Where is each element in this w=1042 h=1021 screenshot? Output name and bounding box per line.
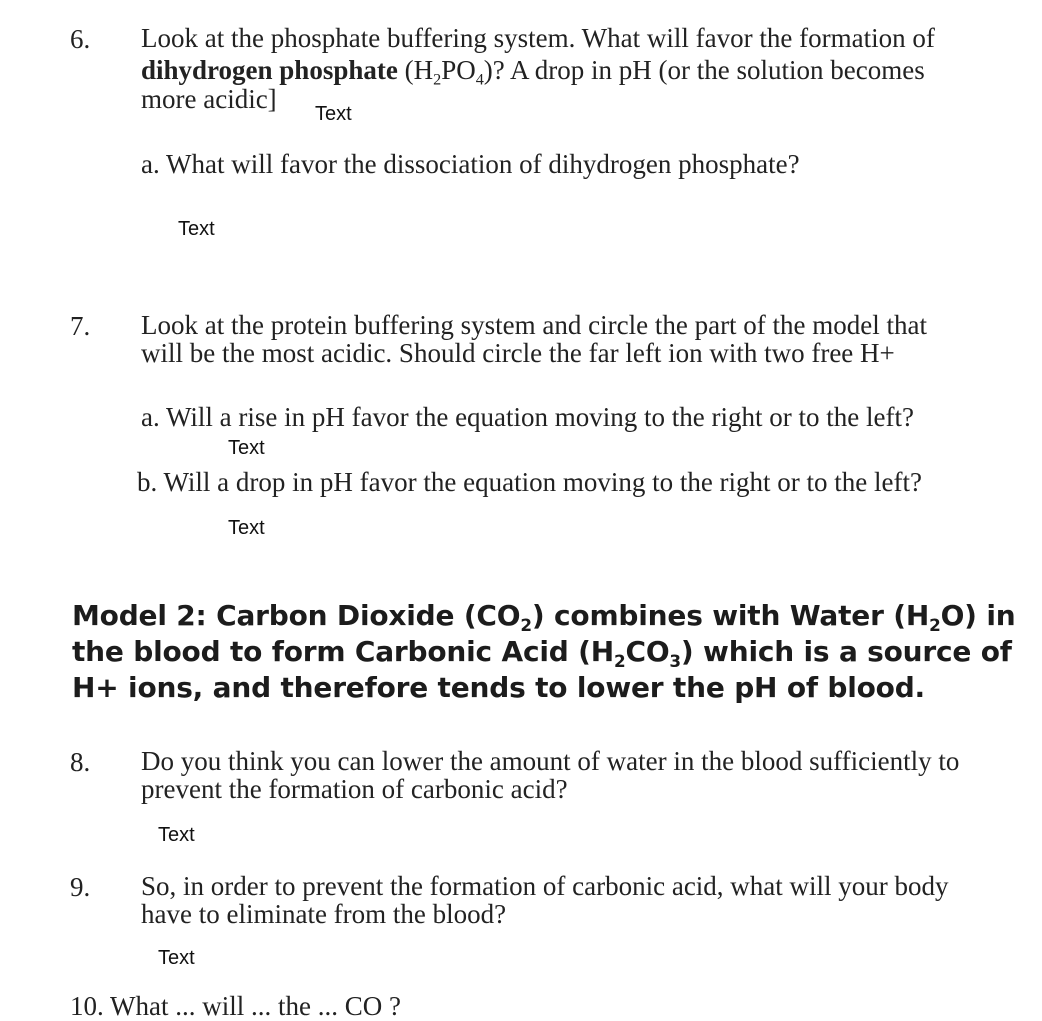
answer-textbox-6a[interactable]: Text [178, 218, 215, 240]
question-7a: a. Will a rise in pH favor the equation moving to the right or to the left? [141, 402, 914, 432]
model-2-heading-line-1: Model 2: Carbon Dioxide $(CO_2)$ combines with Water $(H_2O)$ in [72, 599, 1016, 635]
answer-textbox-6[interactable]: Text [315, 103, 352, 125]
question-7-line-2: will be the most acidic. Should circle the far left ion with two free H+ [141, 338, 895, 368]
question-7b: b. Will a drop in pH favor the equation moving to the right or to the left? [137, 467, 922, 497]
question-8-number: 8. [70, 747, 91, 777]
question-7-line-1: Look at the protein buffering system and circle the part of the model that [141, 310, 928, 340]
question-9-line-2: have to eliminate from the blood? [141, 899, 507, 929]
model-2-heading-line-2: the blood to form Carbonic Acid $(H_2CO_3)$ which is a source of [72, 635, 1012, 671]
question-6-line-2 [141, 55, 925, 89]
question-7-number: 7. [70, 311, 91, 341]
question-9-line-1: So, in order to prevent the formation of carbonic acid, what will your body [141, 871, 949, 901]
model-2-heading-line-3: H+ ions, and therefore tends to lower the pH of blood. [72, 671, 925, 704]
question-6-answer: A drop in pH (or the solution becomes [504, 55, 925, 85]
question-10-partial: 10. What ... will ... the ... CO ? [70, 991, 401, 1021]
formula-h2po4: $(H_2PO_4)$? [404, 55, 505, 89]
question-6-number: 6. [70, 24, 91, 54]
question-8-line-2: prevent the formation of carbonic acid? [141, 774, 568, 804]
model-2-heading [72, 598, 1015, 706]
question-8-line-1: Do you think you can lower the amount of water in the blood sufficiently to [141, 746, 960, 776]
question-9-number: 9. [70, 872, 91, 902]
bold-term-dihydrogen-phosphate: dihydrogen phosphate [141, 55, 398, 85]
question-6-line-1: Look at the phosphate buffering system. What will favor the formation of [141, 23, 935, 53]
answer-textbox-7b[interactable]: Text [228, 517, 265, 539]
question-6a: a. What will favor the dissociation of dihydrogen phosphate? [141, 149, 800, 179]
answer-textbox-9[interactable]: Text [158, 947, 195, 969]
answer-textbox-7a[interactable]: Text [228, 437, 265, 459]
answer-textbox-8[interactable]: Text [158, 824, 195, 846]
question-6-line-3: more acidic] [141, 84, 277, 114]
